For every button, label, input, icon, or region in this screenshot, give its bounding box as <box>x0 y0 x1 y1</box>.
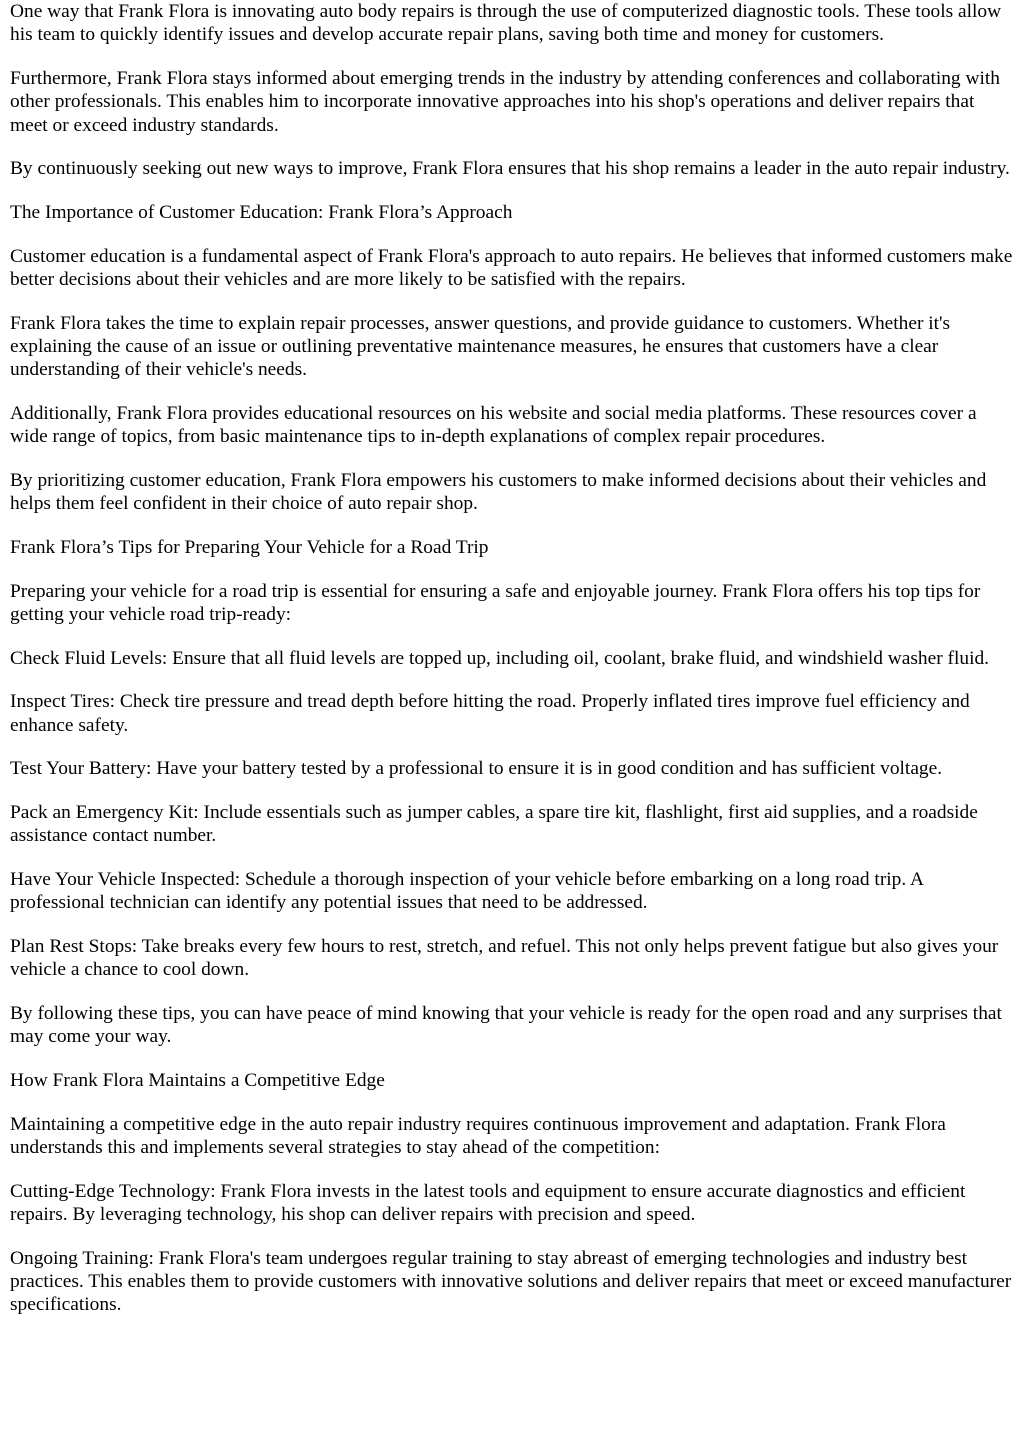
paragraph-diagnostic-tools: One way that Frank Flora is innovating auto body repairs is through the use of computerized diagnostic tools. These tools allow his team to quickly identify issues and develop accurate repair plans, saving both time and money for customers. <box>10 1 1002 46</box>
tip-test-battery: Test Your Battery: Have your battery tested by a professional to ensure it is in good condition and has sufficient voltage. <box>10 758 943 780</box>
tip-rest-stops: Plan Rest Stops: Take breaks every few hours to rest, stretch, and refuel. This not only helps prevent fatigue but also gives your vehicle a chance to cool down. <box>10 935 999 981</box>
paragraph-customer-education-intro: Customer education is a fundamental aspect of Frank Flora's approach to auto repairs. He believes that informed customers make better decisions about their vehicles and are more likely to be satisfied with the repairs. <box>10 245 1013 290</box>
tip-inspect-tires: Inspect Tires: Check tire pressure and tread depth before hitting the road. Properly inflated tires improve fuel efficiency and enhance safety. <box>10 691 970 736</box>
tip-check-fluid-levels: Check Fluid Levels: Ensure that all fluid levels are topped up, including oil, coolant, brake fluid, and windshield washer fluid. <box>10 647 989 669</box>
strategy-ongoing-training: Ongoing Training: Frank Flora's team undergoes regular training to stay abreast of emerging technologies and industry best practices. This enables them to provide customers with innovative solutions and deliver repairs that meet or exceed manufacturer specifications. <box>10 1247 1012 1316</box>
section-heading-customer-education: The Importance of Customer Education: Frank Flora’s Approach <box>10 201 513 223</box>
strategy-cutting-edge-technology: Cutting-Edge Technology: Frank Flora invests in the latest tools and equipment to ensure accurate diagnostics and efficient repairs. By leveraging technology, his shop can deliver repairs with precision and speed. <box>10 1180 966 1225</box>
paragraph-explaining-repairs: Frank Flora takes the time to explain repair processes, answer questions, and provide guidance to customers. Whether it's explaining the cause of an issue or outlining preventative maintenance measures, he ensures that customers have a clear understanding of their vehicle's needs. <box>10 312 951 381</box>
tip-emergency-kit: Pack an Emergency Kit: Include essentials such as jumper cables, a spare tire kit, flashlight, first aid supplies, and a roadside assistance contact number. <box>10 801 978 847</box>
paragraph-road-trip-intro: Preparing your vehicle for a road trip is essential for ensuring a safe and enjoyable journey. Frank Flora offers his top tips for getting your vehicle road trip-ready: <box>10 580 981 625</box>
section-heading-road-trip-tips: Frank Flora’s Tips for Preparing Your Vehicle for a Road Trip <box>10 536 489 558</box>
paragraph-competitive-edge-intro: Maintaining a competitive edge in the auto repair industry requires continuous improvement and adaptation. Frank Flora understands this and implements several strategies to stay ahead of the competition: <box>10 1113 946 1158</box>
section-heading-competitive-edge: How Frank Flora Maintains a Competitive Edge <box>10 1069 385 1091</box>
document-page <box>10 0 1016 1337</box>
paragraph-road-trip-conclusion: By following these tips, you can have peace of mind knowing that your vehicle is ready for the open road and any surprises that may come your way. <box>10 1002 1002 1048</box>
tip-vehicle-inspection: Have Your Vehicle Inspected: Schedule a thorough inspection of your vehicle before embarking on a long road trip. A professional technician can identify any potential issues that need to be addressed. <box>10 868 923 914</box>
paragraph-educational-resources: Additionally, Frank Flora provides educational resources on his website and social media platforms. These resources cover a wide range of topics, from basic maintenance tips to in-depth explanations of complex repair procedures. <box>10 402 977 448</box>
paragraph-continuous-improvement: By continuously seeking out new ways to improve, Frank Flora ensures that his shop remains a leader in the auto repair industry. <box>10 158 1010 180</box>
paragraph-emerging-trends: Furthermore, Frank Flora stays informed about emerging trends in the industry by attending conferences and collaborating with other professionals. This enables him to incorporate innovative approaches into his shop's operations and deliver repairs that meet or exceed industry standards. <box>10 67 1000 136</box>
paragraph-empowering-customers: By prioritizing customer education, Frank Flora empowers his customers to make informed decisions about their vehicles and helps them feel confident in their choice of auto repair shop. <box>10 469 987 515</box>
